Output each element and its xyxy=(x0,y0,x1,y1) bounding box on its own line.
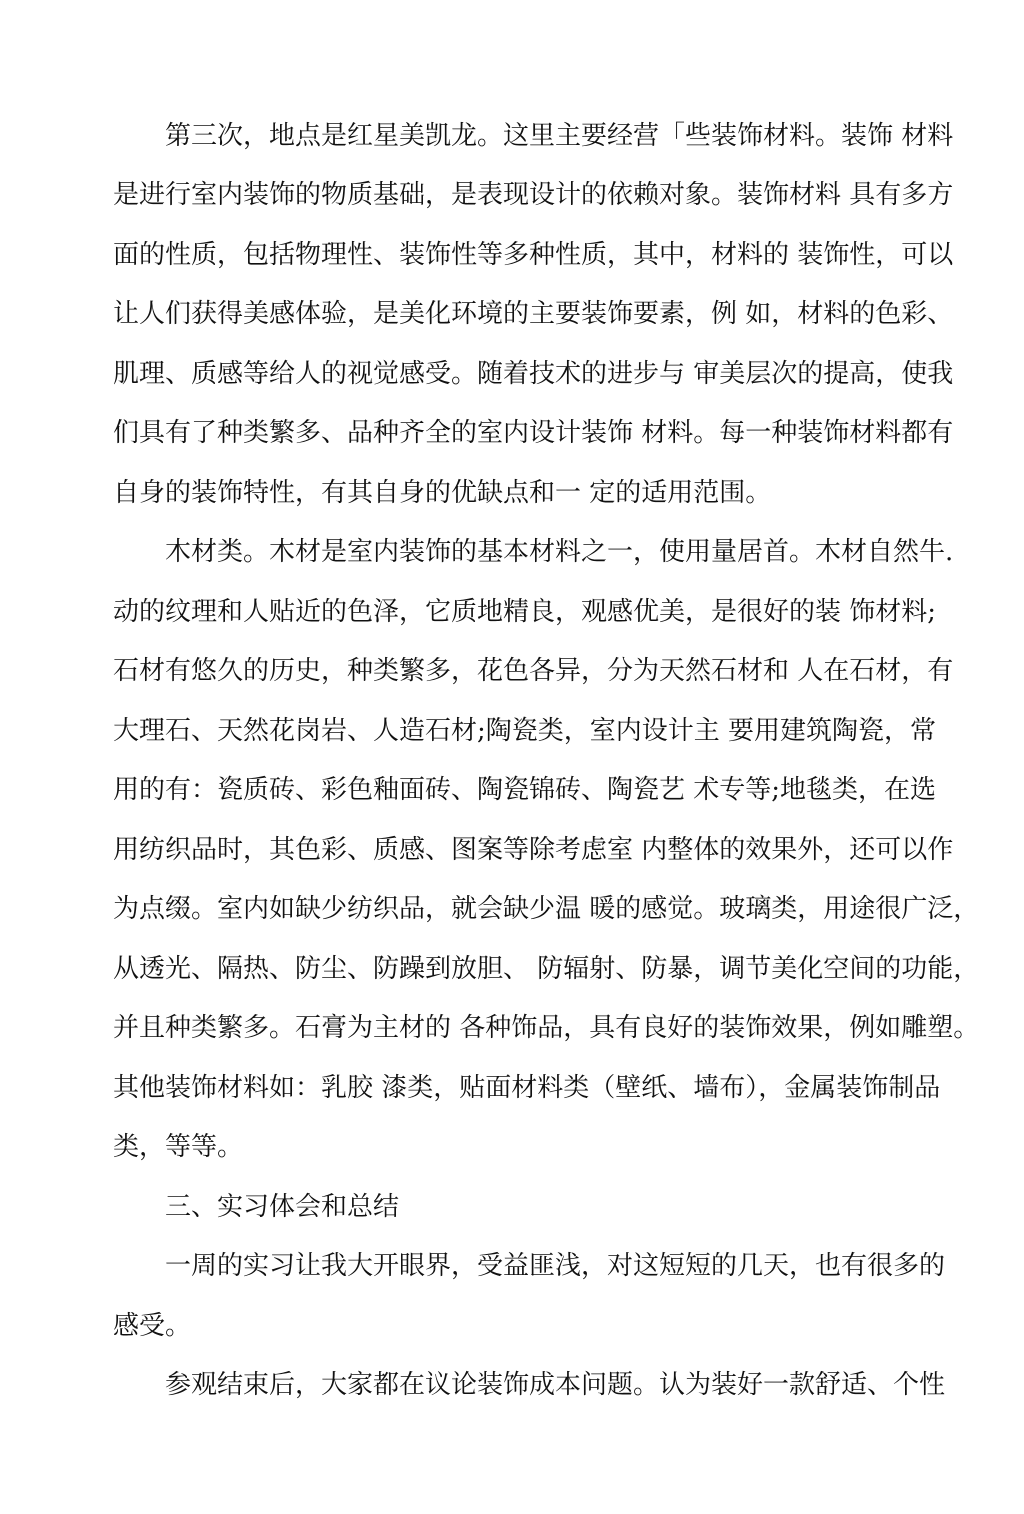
paragraph-3-line-1: 一周的实习让我大开眼界，受益匪浅，对这短短的几天，也有很多的 xyxy=(165,1251,946,1281)
paragraph-4-line-1: 参观结束后，大家都在议论装饰成本问题。认为装好一款舒适、个性 xyxy=(165,1370,946,1400)
paragraph-1-line-4: 让人们获得美感体验，是美化环境的主要装饰要素，例 如，材料的色彩、 xyxy=(113,299,954,329)
section-heading: 三、实习体会和总结 xyxy=(165,1192,400,1222)
paragraph-2-line-5: 用的有：瓷质砖、彩色釉面砖、陶瓷锦砖、陶瓷艺 术专等;地毯类，在选 xyxy=(113,775,937,805)
paragraph-1-line-5: 肌理、质感等给人的视觉感受。随着技术的进步与 审美层次的提高，使我 xyxy=(113,359,954,389)
paragraph-3-line-2: 感受。 xyxy=(113,1311,192,1341)
paragraph-2-line-9: 并且种类繁多。石膏为主材的 各种饰品，具有良好的装饰效果，例如雕塑。 xyxy=(113,1013,980,1043)
paragraph-2-line-10: 其他装饰材料如：乳胶 漆类，贴面材料类（壁纸、墙布），金属装饰制品 xyxy=(113,1073,941,1103)
paragraph-2-line-6: 用纺织品时，其色彩、质感、图案等除考虑室 内整体的效果外，还可以作 xyxy=(113,835,954,865)
paragraph-2-line-7: 为点缀。室内如缺少纺织品，就会缺少温 暖的感觉。玻璃类，用途很广泛， xyxy=(113,894,980,924)
paragraph-2-line-11: 类，等等。 xyxy=(113,1132,244,1162)
paragraph-1-line-6: 们具有了种类繁多、品种齐全的室内设计装饰 材料。每一种装饰材料都有 xyxy=(113,418,954,448)
paragraph-2-line-1: 木材类。木材是室内装饰的基本材料之一，使用量居首。木材自然牛. xyxy=(165,537,954,567)
paragraph-1-line-1: 第三次，地点是红星美凯龙。这里主要经营「些装饰材料。装饰 材料 xyxy=(165,121,954,151)
paragraph-1-line-3: 面的性质，包括物理性、装饰性等多种性质，其中，材料的 装饰性，可以 xyxy=(113,240,954,270)
paragraph-2-line-8: 从透光、隔热、防尘、防躁到放胆、 防辐射、防暴，调节美化空间的功能， xyxy=(113,954,980,984)
paragraph-2-line-2: 动的纹理和人贴近的色泽，它质地精良，观感优美，是很好的装 饰材料; xyxy=(113,597,937,627)
paragraph-1-line-2: 是进行室内装饰的物质基础，是表现设计的依赖对象。装饰材料 具有多方 xyxy=(113,180,954,210)
paragraph-2-line-3: 石材有悠久的历史，种类繁多，花色各异，分为天然石材和 人在石材，有 xyxy=(113,656,954,686)
paragraph-2-line-4: 大理石、天然花岗岩、人造石材;陶瓷类，室内设计主 要用建筑陶瓷，常 xyxy=(113,716,937,746)
paragraph-1-line-7: 自身的装饰特性，有其自身的优缺点和一 定的适用范围。 xyxy=(113,478,772,508)
